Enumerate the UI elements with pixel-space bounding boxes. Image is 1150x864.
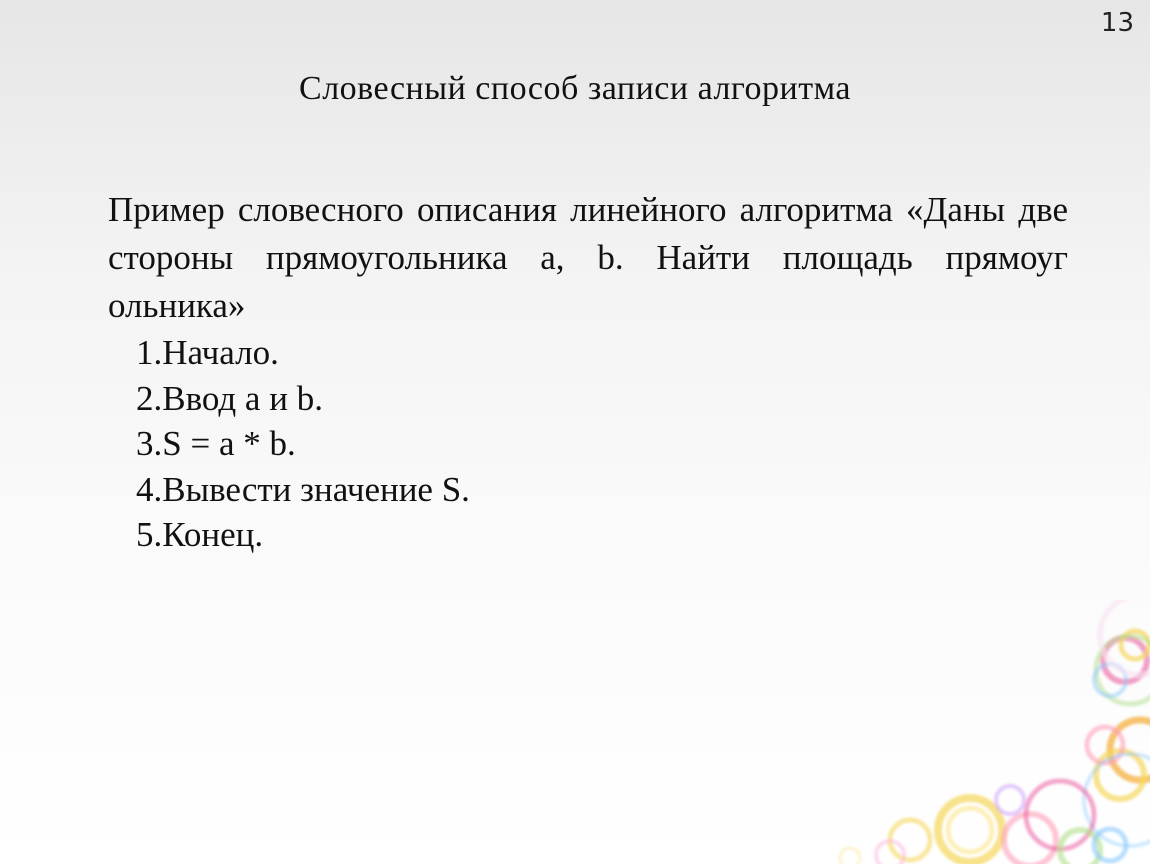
slide-title: Словесный способ записи алгоритма bbox=[299, 70, 851, 107]
step-item: 4.Вывести значение S. bbox=[136, 469, 470, 509]
step-item: 5.Конец. bbox=[136, 515, 264, 554]
algorithm-steps bbox=[108, 330, 1068, 558]
step-item: 1.Начало. bbox=[136, 333, 279, 372]
slide-number: 13 bbox=[1100, 8, 1134, 38]
intro-paragraph: Пример словесного описания линейного алгоритма «Даны две стороны прямоугольника a, b. Найти площадь прямоуг ольника» bbox=[108, 190, 1068, 325]
step-item: 2.Ввод a и b. bbox=[136, 378, 323, 418]
step-item: 3.S = a * b. bbox=[136, 424, 296, 463]
decorative-rings-icon bbox=[780, 600, 1150, 864]
slide-body bbox=[108, 186, 1068, 558]
